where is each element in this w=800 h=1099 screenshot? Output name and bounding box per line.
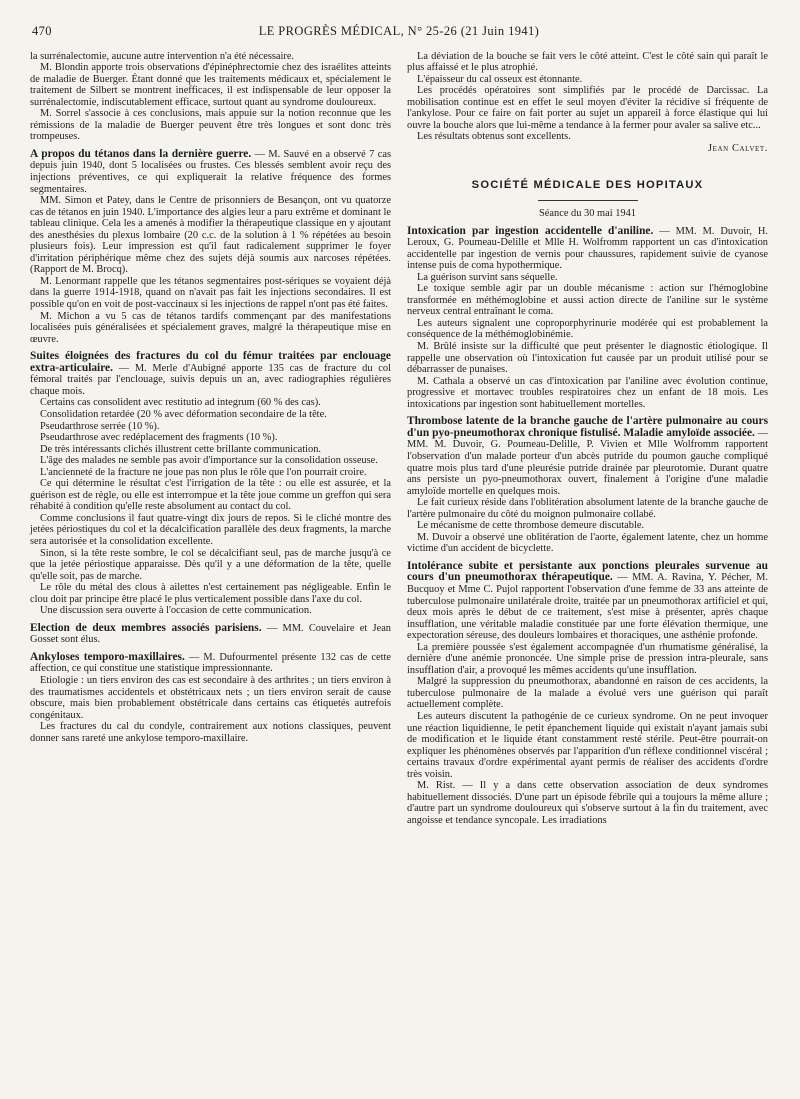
paragraph: MM. Simon et Patey, dans le Centre de prisonniers de Besançon, ont vu quatorze cas de tétanos en juin 1940. L'importance des algies leur a paru extrême et dominant le tableau clinique. Cela les a amenés à modifier la thérapeutique classique en y ajoutant des anesthésies du plexus lombaire (20 c.c. de la solution à 1 % répétées au besoin plusieurs fois). Leur impression est qu'il faut radicalement supprimer le foyer d'irritation périphérique même chez des sujets déjà soumis aux narcoses répétées. (Rapport de M. Brocq). bbox=[30, 195, 391, 276]
section-heading: Thrombose latente de la branche gauche de l'artère pulmonaire au cours d'un pyo-pneumothorax chronique fistulisé. Maladie amyloïde associée. bbox=[407, 415, 768, 439]
page-number: 470 bbox=[32, 24, 52, 38]
paragraph: Etiologie : un tiers environ des cas est secondaire à des arthrites ; un tiers environ à des traumatismes accidentels et obstétricaux nets ; un tiers environ serait de cause obscure, mais bien probablement obstétricale dans certains cas étiquetés autrefois congénitaux. bbox=[30, 674, 391, 721]
paragraph: Pseudarthrose serrée (10 %). bbox=[40, 420, 160, 432]
section-heading: Intoxication par ingestion accidentelle d'aniline. bbox=[407, 224, 654, 237]
paragraph: la surrénalectomie, aucune autre intervention n'a été nécessaire. bbox=[30, 50, 295, 62]
paragraph: La première poussée s'est également accompagnée d'un rhumatisme généralisé, la dernière d'une anémie prononcée. Une simple prise de pression intra-pleurale, sans insufflation d'air, a provoqué les mêmes accidents qu'une insufflation. bbox=[407, 641, 768, 676]
section-lead: — MM. M. Duvoir, G. Poumeau-Delille, P. Vivien et Mlle Wolfromm rapportent l'observation d'un malade porteur d'un abcès putride du poumon gauche compliqué quatre mois plus tard d'une pleurésie putride drainée par pleurotomie. Durant quatre ans persiste un pyo-pneumothorax ouvert, finalement à l'origine d'une maladie amyloïde mortelle en quelques mois. bbox=[407, 427, 768, 497]
paragraph: Le mécanisme de cette thrombose demeure discutable. bbox=[417, 520, 645, 532]
paragraph: Malgré la suppression du pneumothorax, abandonné en raison de ces accidents, la tuberculose pulmonaire de la malade a évolué vers une guérison qui paraît actuellement complète. bbox=[407, 676, 768, 711]
seance-date: Séance du 30 mai 1941 bbox=[539, 208, 636, 220]
paragraph: M. Blondin apporte trois observations d'épinéphrectomie chez des israélites atteints de maladie de Buerger. Étant donné que les traitements médicaux et, spécialement le traitement de Silbert se montrent inefficaces, il est indispensable de leur opposer la surrénalectomie, indiscutablement efficace, surtout quant au syndrome douloureux. bbox=[30, 62, 391, 108]
paragraph: M. Cathala a observé un cas d'intoxication par l'aniline avec évolution continue, progressive et mortavec troubles respiratoires chez un enfant de 18 mois. Les intoxications par ingestion sont habituellement mortelles. bbox=[407, 375, 768, 410]
paragraph: Pseudarthrose avec redéplacement des fragments (10 %). bbox=[40, 432, 278, 444]
paragraph: M. Michon a vu 5 cas de tétanos tardifs commençant par des manifestations localisées puis généralisées et spécialement graves, malgré la thérapeutique mise en œuvre. bbox=[30, 310, 391, 345]
paragraph: De très intéressants clichés illustrent cette brillante communication. bbox=[40, 443, 322, 455]
paragraph: Le rôle du métal des clous à ailettes n'est certainement pas négligeable. Enfin le clou doit par principe être placé le plus verticalement possible dans l'axe du col. bbox=[30, 582, 391, 605]
paragraph: Le toxique semble agir par un double mécanisme : action sur l'hémoglobine transformée en méthémoglobine et aussi action directe de l'aniline sur le système nerveux central entraînant le coma. bbox=[407, 283, 768, 318]
section-tetanos bbox=[30, 149, 391, 195]
divider bbox=[538, 200, 638, 201]
section-heading: Ankyloses temporo-maxillaires. bbox=[30, 650, 185, 663]
section-thrombose bbox=[407, 416, 768, 497]
paragraph: Consolidation retardée (20 % avec déformation secondaire de la tête. bbox=[40, 408, 327, 420]
section-lead: — M. Dufourmentel présente 132 cas de cette affection, ce qui constitue une statistique impressionnante. bbox=[30, 651, 391, 675]
section-intoxication bbox=[407, 226, 768, 272]
journal-title: LE PROGRÈS MÉDICAL, N° 25-26 (21 Juin 1941) bbox=[258, 24, 540, 38]
right-column bbox=[407, 51, 768, 827]
paragraph: M. Lenormant rappelle que les tétanos segmentaires post-sériques se voyaient déjà dans la guerre 1914-1918, quand on n'avait pas fait les injections secondaires. Il est possible qu'on en voit de post-vaccinaux si les injections de rappel n'ont pas été faites. bbox=[30, 275, 391, 311]
paragraph: La déviation de la bouche se fait vers le côté atteint. C'est le côté sain qui paraît le plus affaissé et le plus atrophié. bbox=[407, 50, 768, 74]
paragraph: Les auteurs discutent la pathogénie de ce curieux syndrome. On ne peut invoquer une réaction liquidienne, le petit épanchement liquide qui existait n'ayant jamais subi de modification et le liquide étant constamment resté stérile. Peut-être pourrait-on expliquer les phénomènes observés par l'apparition d'un réflexe conditionnel viscéral ; certains travaux d'ordre expérimental ayant permis de réaliser des accidents d'ordre très voisin. bbox=[407, 710, 768, 780]
paragraph: Comme conclusions il faut quatre-vingt dix jours de repos. Si le cliché montre des jetées périostiques du col et la décalcification parallèle des deux fragments, la marche sera autorisée et la consolidation excellente. bbox=[30, 512, 391, 547]
society-title: SOCIÉTÉ MÉDICALE DES HOPITAUX bbox=[471, 179, 704, 192]
paragraph: M. Duvoir a observé une oblitération de l'aorte, également latente, chez un homme victime d'un accident de bicyclette. bbox=[407, 531, 768, 555]
paragraph: Certains cas consolident avec restitutio ad integrum (60 % des cas). bbox=[40, 397, 321, 409]
section-fractures bbox=[30, 351, 391, 397]
paragraph: L'épaisseur du cal osseux est étonnante. bbox=[417, 73, 583, 85]
columns bbox=[30, 51, 768, 827]
section-intolerance bbox=[407, 561, 768, 642]
paragraph: Les procédés opératoires sont simplifiés par le procédé de Darcissac. La mobilisation continue est en effet le seul moyen d'éviter la récidive si fréquente de l'ankylose. Pour ce faire on fait porter au sujet un appareil à force élastique qui lui ouvre la bouche alors que lui-même a tendance à la fermer pour avaler sa salive etc... bbox=[407, 85, 768, 131]
paragraph: Le fait curieux réside dans l'oblitération absolument latente de la branche gauche de l'artère pulmonaire du côté du moignon pulmonaire collabé. bbox=[407, 497, 768, 520]
paragraph: Les résultats obtenus sont excellents. bbox=[417, 131, 571, 143]
section-heading: A propos du tétanos dans la dernière guerre. bbox=[30, 147, 252, 160]
section-lead: — MM. M. Duvoir, H. Leroux, G. Poumeau-Delille et Mlle H. Wolfromm rapportent un cas d'intoxication accidentelle par ingestion de vernis pour chaussures, rapidement suivie de cyanose intense puis de coma hypothermique. bbox=[407, 225, 768, 272]
section-ankyloses bbox=[30, 652, 391, 675]
section-lead: — MM. A. Ravina, Y. Pécher, M. Bucquoy et Mme C. Pujol rapportent l'observation d'une femme de 33 ans atteinte de tuberculose pulmonaire unilatérale droite, traitée par un pneumothorax artificiel et qui, deux mois après le début de ce traitement, s'est mise à présenter, après chaque insufflation, une véritable maladie constituée par une forte élévation thermique, une expectoration séreuse, des douleurs lombaires et thoraciques, une asthénie profonde. bbox=[407, 572, 768, 642]
running-head bbox=[30, 26, 768, 41]
paragraph: M. Rist. — Il y a dans cette observation association de deux syndromes habituellement dissociés. D'une part un épisode fébrile qui a toujours la même allure ; d'autre part un syndrome douloureux qui s'observe surtout à la fin du traitement, avec angoisse et tendance syncopale. Les irradiations bbox=[407, 780, 768, 826]
section-heading: Suites éloignées des fractures du col du fémur traitées par enclouage extra-articulaire. bbox=[30, 350, 391, 374]
paragraph: L'âge des malades ne semble pas avoir d'importance sur la consolidation osseuse. bbox=[40, 455, 378, 467]
author-signature: Jean Calvet. bbox=[707, 142, 768, 154]
section-heading: Intolérance subite et persistante aux ponctions pleurales survenue au cours d'un pneumothorax thérapeutique. bbox=[407, 559, 768, 584]
section-election bbox=[30, 623, 391, 646]
paragraph: M. Brûlé insiste sur la difficulté que peut présenter le diagnostic étiologique. Il rappelle une observation où l'intoxication fut causée par un produit utilisé pour se débarrasser de punaises. bbox=[407, 341, 768, 376]
left-column bbox=[30, 51, 391, 827]
paragraph: Les auteurs signalent une coproporphyrinurie modérée qui est probablement la conséquence de la méthémoglobinémie. bbox=[407, 317, 768, 341]
paragraph: Une discussion sera ouverte à l'occasion de cette communication. bbox=[40, 605, 312, 617]
paragraph: L'ancienneté de la fracture ne joue pas non plus le rôle que l'on pourrait croire. bbox=[40, 466, 367, 478]
section-heading: Election de deux membres associés parisiens. bbox=[30, 621, 262, 634]
section-lead: — M. Sauvé en a observé 7 cas depuis juin 1940, dont 5 localisées ou frustes. Ces blessés semblent avoir reçu des injections préventives, ce qui expliquerait la relative fréquence des formes segmentaires. bbox=[30, 148, 391, 195]
paragraph: Les fractures du cal du condyle, contrairement aux notions classiques, peuvent donner sans rareté une ankylose temporo-maxillaire. bbox=[30, 721, 391, 744]
paragraph: Sinon, si la tête reste sombre, le col se décalcifiant seul, pas de marche jusqu'à ce que la jetée périostique apparaisse. Dès qu'il y a une déformation de la tête, quelle qu'elle soit, pas de marche. bbox=[30, 547, 391, 582]
paragraph: Ce qui détermine le résultat c'est l'irrigation de la tête : ou elle est assurée, et la guérison est de règle, ou elle est interrompue et la tête joue comme un greffon qui sera réhabité à condition qu'elle reste absolument au contact du col. bbox=[30, 478, 391, 513]
section-lead: — MM. Couvelaire et Jean Gosset sont élus. bbox=[30, 622, 391, 646]
paragraph: La guérison survint sans séquelle. bbox=[417, 271, 558, 283]
section-lead: — M. Merle d'Aubigné apporte 135 cas de fracture du col fémoral traités par l'enclouage, suivis depuis un an, avec radiographies régulières chaque mois. bbox=[30, 362, 391, 397]
paragraph: M. Sorrel s'associe à ces conclusions, mais appuie sur la notion reconnue que les rémissions de la maladie de Buerger peuvent être très longues et sont donc très trompeuses. bbox=[30, 108, 391, 143]
